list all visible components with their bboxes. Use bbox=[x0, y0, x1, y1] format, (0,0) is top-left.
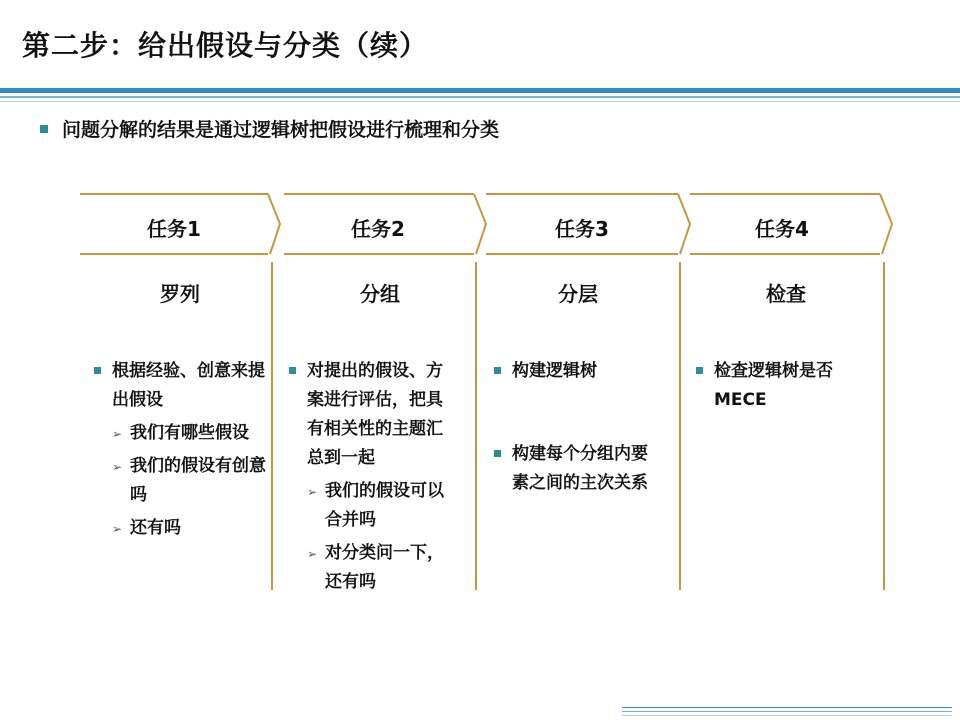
column-4-bullets bbox=[694, 357, 874, 415]
stage-label-3: 分层 bbox=[558, 282, 598, 306]
bullet-square-icon bbox=[494, 450, 501, 457]
stage-label-2: 分组 bbox=[360, 282, 400, 306]
arrow-bullet-icon: ➢ bbox=[112, 427, 123, 441]
task-label-3: 任务3 bbox=[555, 217, 609, 241]
arrow-bullet-icon: ➢ bbox=[112, 460, 123, 474]
list-item: 根据经验、创意来提出假设 bbox=[92, 357, 267, 415]
sub-item: ➢ 我们有哪些假设 bbox=[92, 419, 267, 448]
sub-item: ➢ 对分类问一下，还有吗 bbox=[287, 539, 457, 597]
sub-item: ➢ 我们的假设有创意吗 bbox=[92, 452, 267, 510]
chevron-line bbox=[268, 194, 280, 254]
task-label-1: 任务1 bbox=[147, 217, 201, 241]
arrow-bullet-icon: ➢ bbox=[112, 522, 123, 536]
bullet-square-icon bbox=[94, 367, 101, 374]
list-item: 构建逻辑树 bbox=[492, 357, 662, 386]
list-item: 构建每个分组内要素之间的主次关系 bbox=[492, 440, 662, 498]
arrow-bullet-icon: ➢ bbox=[307, 485, 318, 499]
bullet-square-icon bbox=[696, 367, 703, 374]
column-1-bullets bbox=[92, 357, 267, 543]
column-3-bullets bbox=[492, 357, 662, 498]
task-label-4: 任务4 bbox=[755, 217, 809, 241]
list-item: 检查逻辑树是否MECE bbox=[694, 357, 874, 415]
subtitle-text: 问题分解的结果是通过逻辑树把假设进行梳理和分类 bbox=[62, 119, 500, 141]
sub-item: ➢ 我们的假设可以合并吗 bbox=[287, 477, 457, 535]
stage-label-1: 罗列 bbox=[160, 282, 200, 306]
arrow-bullet-icon: ➢ bbox=[307, 547, 318, 561]
list-item: 对提出的假设、方案进行评估，把具有相关性的主题汇总到一起 bbox=[287, 357, 457, 473]
bullet-square-icon bbox=[494, 367, 501, 374]
bullet-square-icon bbox=[289, 367, 296, 374]
column-2-bullets bbox=[287, 357, 457, 597]
stage-label-4: 检查 bbox=[766, 282, 806, 306]
chevron-line bbox=[474, 194, 486, 254]
footer-line bbox=[622, 715, 952, 716]
sub-item: ➢ 还有吗 bbox=[92, 514, 267, 543]
task-label-2: 任务2 bbox=[351, 217, 405, 241]
footer-line bbox=[622, 711, 952, 712]
page-title: 第二步：给出假设与分类（续） bbox=[22, 29, 429, 62]
footer-line bbox=[622, 707, 952, 708]
chevron-line bbox=[880, 194, 892, 254]
